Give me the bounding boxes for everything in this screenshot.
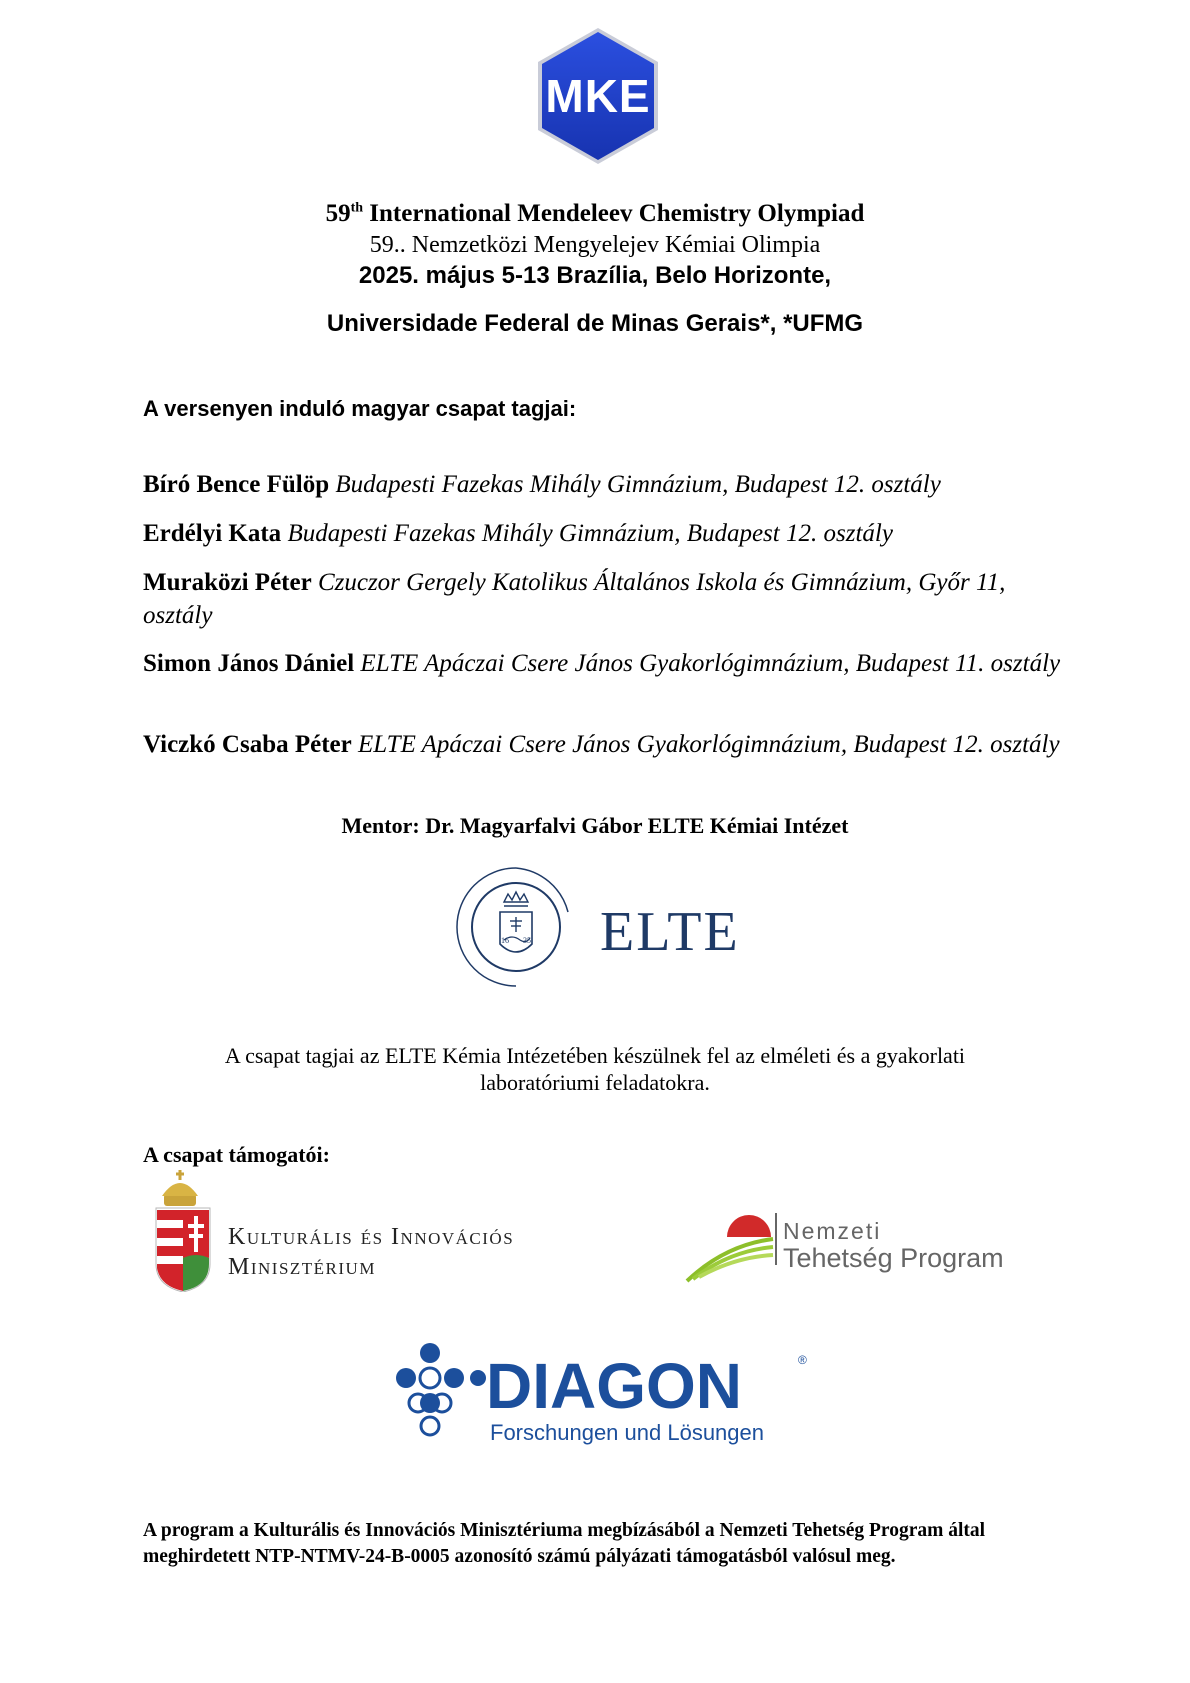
- ntp-logo: [685, 1205, 1030, 1285]
- olympiad-title: 59th International Mendeleev Chemistry Olympiad: [325, 200, 865, 227]
- event-university: Universidade Federal de Minas Gerais*, *UFMG: [326, 310, 864, 337]
- ntp-logo-line-2: Tehetség Program: [783, 1243, 1004, 1273]
- team-member: [143, 647, 1063, 680]
- member-name: Muraközi Péter: [143, 569, 312, 596]
- kim-logo: [150, 1168, 590, 1292]
- team-member: [143, 468, 1063, 501]
- seal-year-left: 16: [501, 936, 509, 945]
- footer-note: A program a Kulturális és Innovációs Minisztériuma megbízásából a Nemzeti Tehetség Program által meghirdetett NTP-NTMV-24-B-0005 azonosító számú pályázati támogatásból valósul meg.: [143, 1520, 986, 1567]
- supporters-heading: A csapat támogatói:: [143, 1142, 330, 1167]
- olympiad-subtitle: 59.. Nemzetközi Mengyelejev Kémiai Olimpia: [369, 232, 821, 258]
- member-name: Simon János Dániel: [143, 650, 355, 677]
- elte-logo-text: ELTE: [600, 901, 740, 963]
- member-school: ELTE Apáczai Csere János Gyakorlógimnázium, Budapest 12. osztály: [358, 731, 1060, 758]
- diagon-tagline: Forschungen und Lösungen: [490, 1420, 764, 1445]
- diagon-logo-text: DIAGON: [486, 1350, 742, 1422]
- seal-year-right: 35: [523, 936, 531, 945]
- registered-mark: ®: [798, 1353, 807, 1367]
- member-name: Bíró Bence Fülöp: [143, 471, 330, 498]
- mke-logo-text: MKE: [545, 70, 651, 122]
- mentor-line: Mentor: Dr. Magyarfalvi Gábor ELTE Kémiai Intézet: [341, 813, 849, 838]
- preparation-line-1: A csapat tagjai az ELTE Kémia Intézetében készülnek fel az elméleti és a gyakorlati: [224, 1043, 966, 1068]
- kim-logo-line-1: Kulturális és Innovációs: [228, 1224, 515, 1250]
- preparation-line-2: laboratóriumi feladatokra.: [480, 1070, 710, 1095]
- member-school: Budapesti Fazekas Mihály Gimnázium, Budapest 12. osztály: [287, 520, 893, 547]
- member-school: ELTE Apáczai Csere János Gyakorlógimnázium, Budapest 11. osztály: [360, 650, 1061, 677]
- mke-logo: [528, 24, 668, 169]
- member-school: Czuczor Gergely Katolikus Általános Iskola és Gimnázium, Győr 11, osztály: [143, 569, 1006, 629]
- team-member: [143, 566, 1063, 632]
- team-heading: A versenyen induló magyar csapat tagjai:: [143, 396, 577, 421]
- member-school: Budapesti Fazekas Mihály Gimnázium, Budapest 12. osztály: [335, 471, 941, 498]
- member-name: Viczkó Csaba Péter: [143, 731, 352, 758]
- event-dates-location: 2025. május 5-13 Brazília, Belo Horizonte,: [358, 262, 832, 289]
- elte-logo: [450, 862, 750, 992]
- team-member: [143, 728, 1063, 761]
- team-member: [143, 517, 1063, 550]
- diagon-logo: [390, 1340, 810, 1455]
- kim-logo-line-2: Minisztérium: [228, 1254, 376, 1280]
- ntp-logo-line-1: Nemzeti: [783, 1218, 882, 1244]
- member-name: Erdélyi Kata: [143, 520, 282, 547]
